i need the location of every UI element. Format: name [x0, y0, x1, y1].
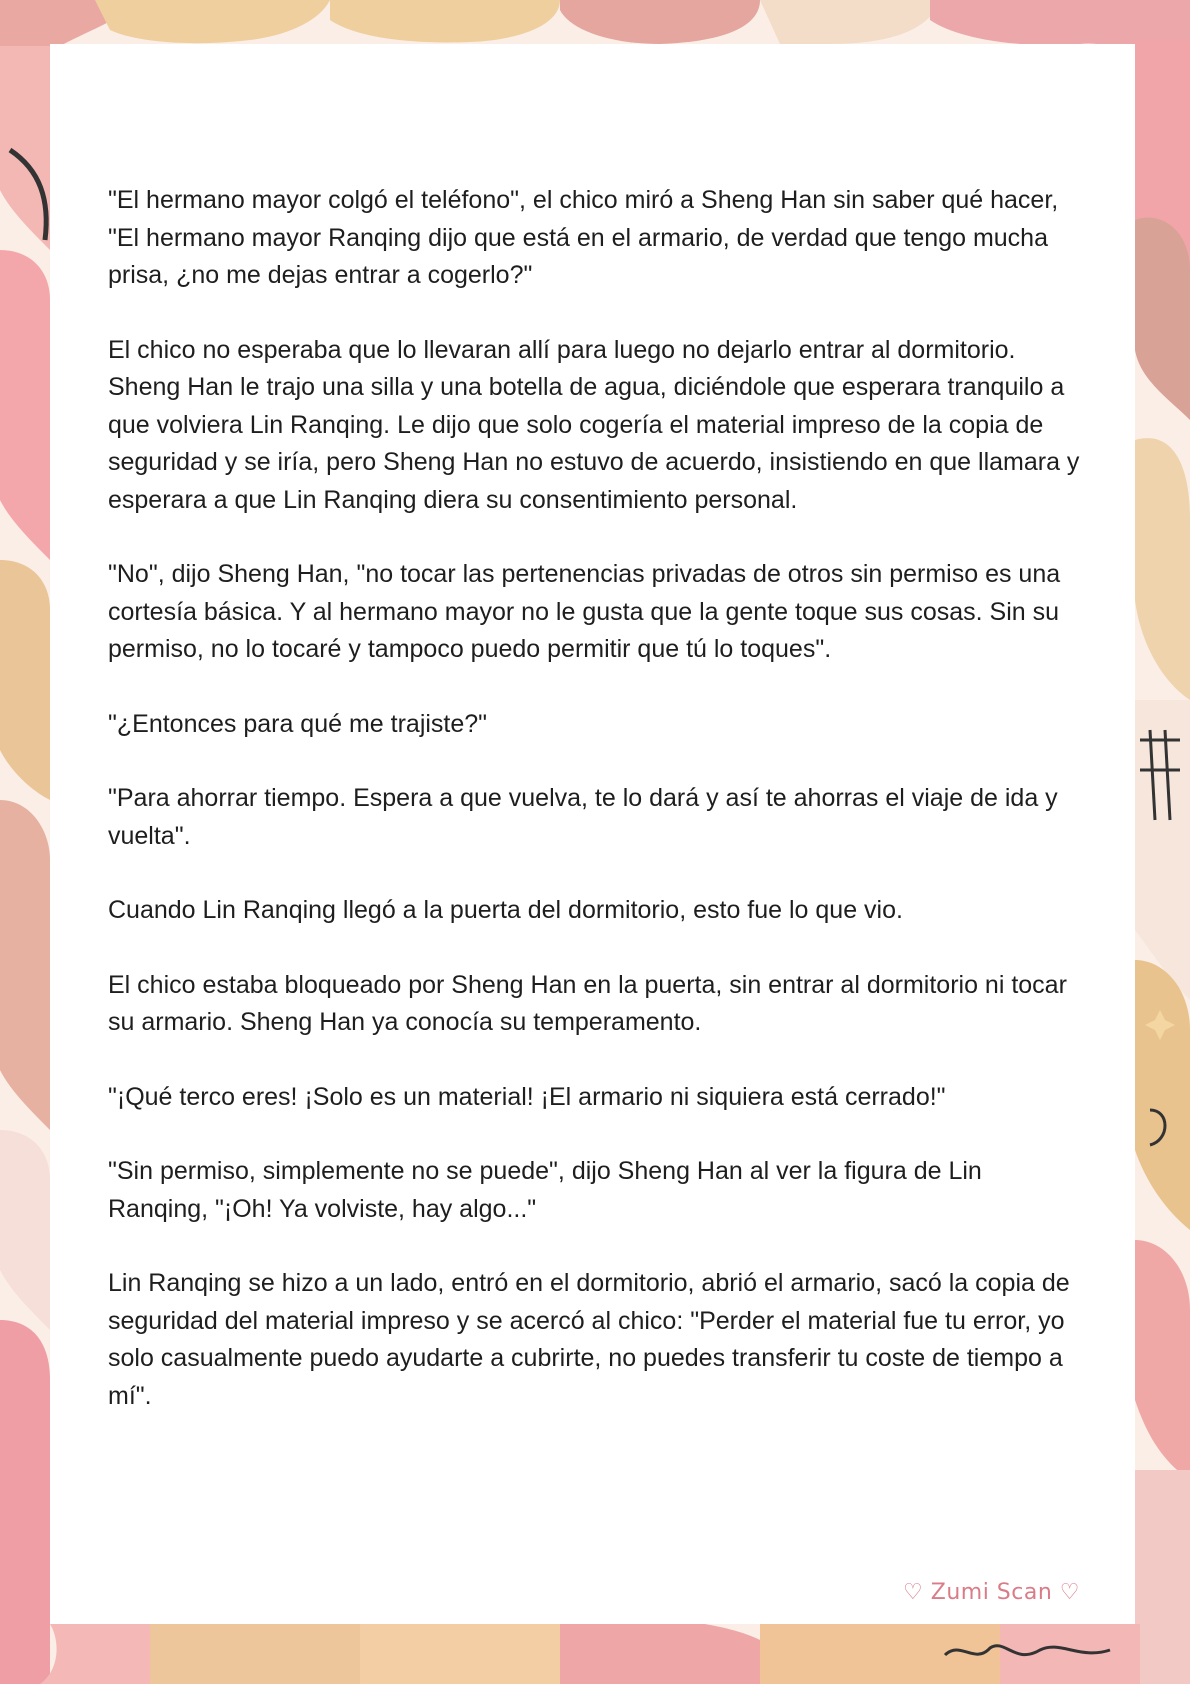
paragraph: "¿Entonces para qué me trajiste?" — [108, 709, 488, 738]
paragraph: El chico estaba bloqueado por Sheng Han en la puerta, sin entrar al dormitorio ni tocar su armario. Sheng Han ya conocía su temperamento. — [108, 970, 1067, 1036]
paragraph: Lin Ranqing se hizo a un lado, entró en el dormitorio, abrió el armario, sacó la copia de seguridad del material impreso y se acercó al chico: "Perder el material fue tu error, yo solo casualmente puedo ayudarte a cubrirte, no puedes transferir tu coste de tiempo a mí". — [108, 1269, 1070, 1410]
paragraph: "El hermano mayor colgó el teléfono", el chico miró a Sheng Han sin saber qué hacer, "El hermano mayor Ranqing dijo que está en el armario, de verdad que tengo mucha prisa, ¿no me dejas entrar a cogerlo?" — [108, 186, 1059, 289]
paragraph: "¡Qué terco eres! ¡Solo es un material! ¡El armario ni siquiera está cerrado!" — [108, 1082, 946, 1111]
paragraph: "Sin permiso, simplemente no se puede", dijo Sheng Han al ver la figura de Lin Ranqing, "¡Oh! Ya volviste, hay algo..." — [108, 1157, 982, 1223]
scanlation-signature: ♡ Zumi Scan ♡ — [903, 1580, 1080, 1605]
document-body — [108, 182, 1088, 1452]
paragraph: El chico no esperaba que lo llevaran allí para luego no dejarlo entrar al dormitorio. Sheng Han le trajo una silla y una botella de agua, diciéndole que esperara tranquilo a que volviera Lin Ranqing. Le dijo que solo cogería el material impreso de la copia de seguridad y se iría, pero Sheng Han no estuvo de acuerdo, insistiendo en que llamara y esperara a que Lin Ranqing diera su consentimiento personal. — [108, 335, 1080, 514]
paragraph: "Para ahorrar tiempo. Espera a que vuelva, te lo dará y así te ahorras el viaje de ida y vuelta". — [108, 784, 1058, 850]
paragraph: Cuando Lin Ranqing llegó a la puerta del dormitorio, esto fue lo que vio. — [108, 896, 903, 924]
paragraph: "No", dijo Sheng Han, "no tocar las pertenencias privadas de otros sin permiso es una cortesía básica. Y al hermano mayor no le gusta que la gente toque sus cosas. Sin su permiso, no lo tocaré y tampoco puedo permitir que tú lo toques". — [108, 560, 1061, 663]
